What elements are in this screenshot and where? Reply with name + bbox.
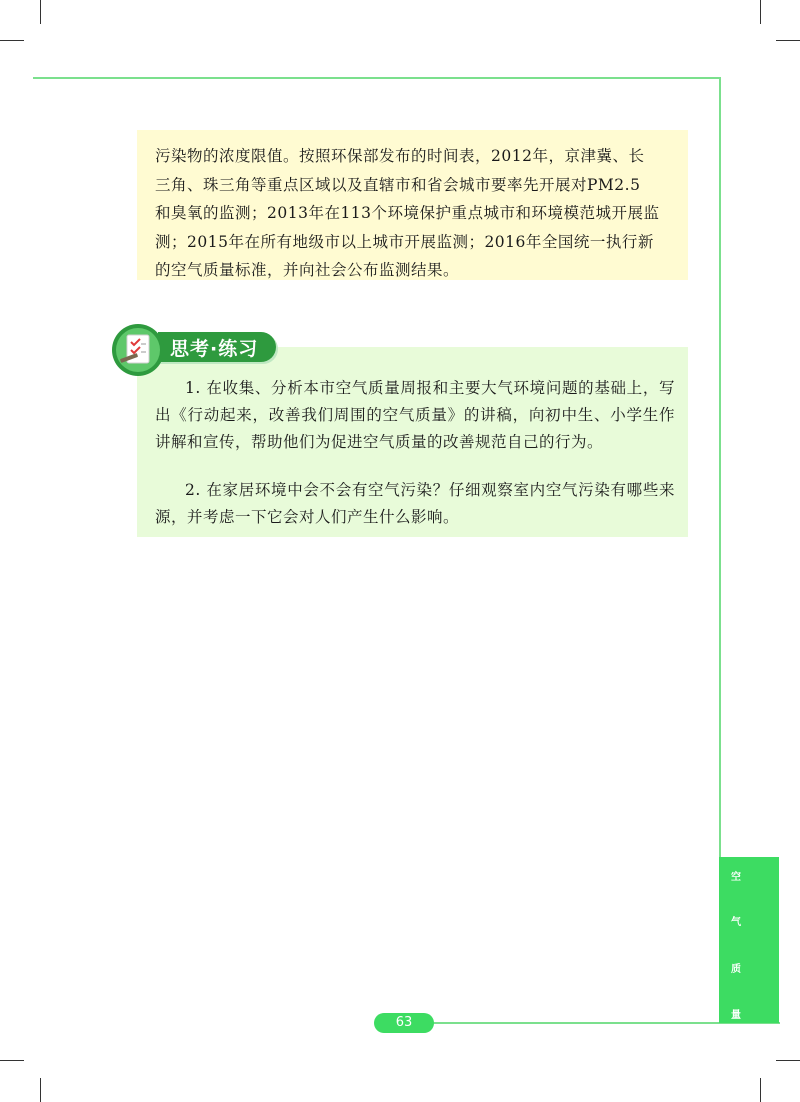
checklist-pencil-icon	[110, 322, 166, 378]
chapter-tab-char: 量	[731, 1010, 741, 1021]
crop-mark	[40, 0, 41, 24]
exercise-item	[155, 477, 675, 531]
passage-line: 的空气质量标准，并向社会公布监测结果。	[155, 261, 460, 280]
exercise-item-text: 2. 在家居环境中会不会有空气污染？仔细观察室内空气污染有哪些来源，并考虑一下它会对人们产生什么影响。	[155, 481, 675, 526]
passage-line: 三角、珠三角等重点区域以及直辖市和省会城市要率先开展对PM2.5	[155, 175, 641, 194]
crop-mark	[760, 1078, 761, 1102]
passage-line: 测；2015年在所有地级市以上城市开展监测；2016年全国统一执行新	[155, 232, 654, 251]
passage-line: 和臭氧的监测；2013年在113个环境保护重点城市和环境模范城开展监	[155, 204, 660, 223]
crop-mark	[776, 40, 800, 41]
crop-mark	[40, 1078, 41, 1102]
exercise-item	[155, 375, 675, 456]
chapter-tab-char: 空	[731, 872, 741, 883]
crop-mark	[0, 1060, 24, 1061]
exercise-item-text: 1. 在收集、分析本市空气质量周报和主要大气环境问题的基础上，写出《行动起来，改善我们周围的空气质量》的讲稿，向初中生、小学生作讲解和宣传，帮助他们为促进空气质量的改善规范自己的行为。	[155, 379, 675, 451]
chapter-tab-char: 气	[731, 917, 741, 928]
crop-mark	[776, 1060, 800, 1061]
exercise-title: 思考·练习	[170, 338, 259, 360]
chapter-tab	[719, 857, 779, 1023]
crop-mark	[760, 0, 761, 24]
page-frame-top	[33, 77, 721, 79]
page-number: 63	[395, 1015, 413, 1030]
passage-line: 污染物的浓度限值。按照环保部发布的时间表，2012年，京津冀、长	[155, 147, 645, 165]
crop-mark	[0, 40, 24, 41]
passage-text	[155, 142, 675, 285]
chapter-tab-char: 质	[731, 964, 741, 975]
